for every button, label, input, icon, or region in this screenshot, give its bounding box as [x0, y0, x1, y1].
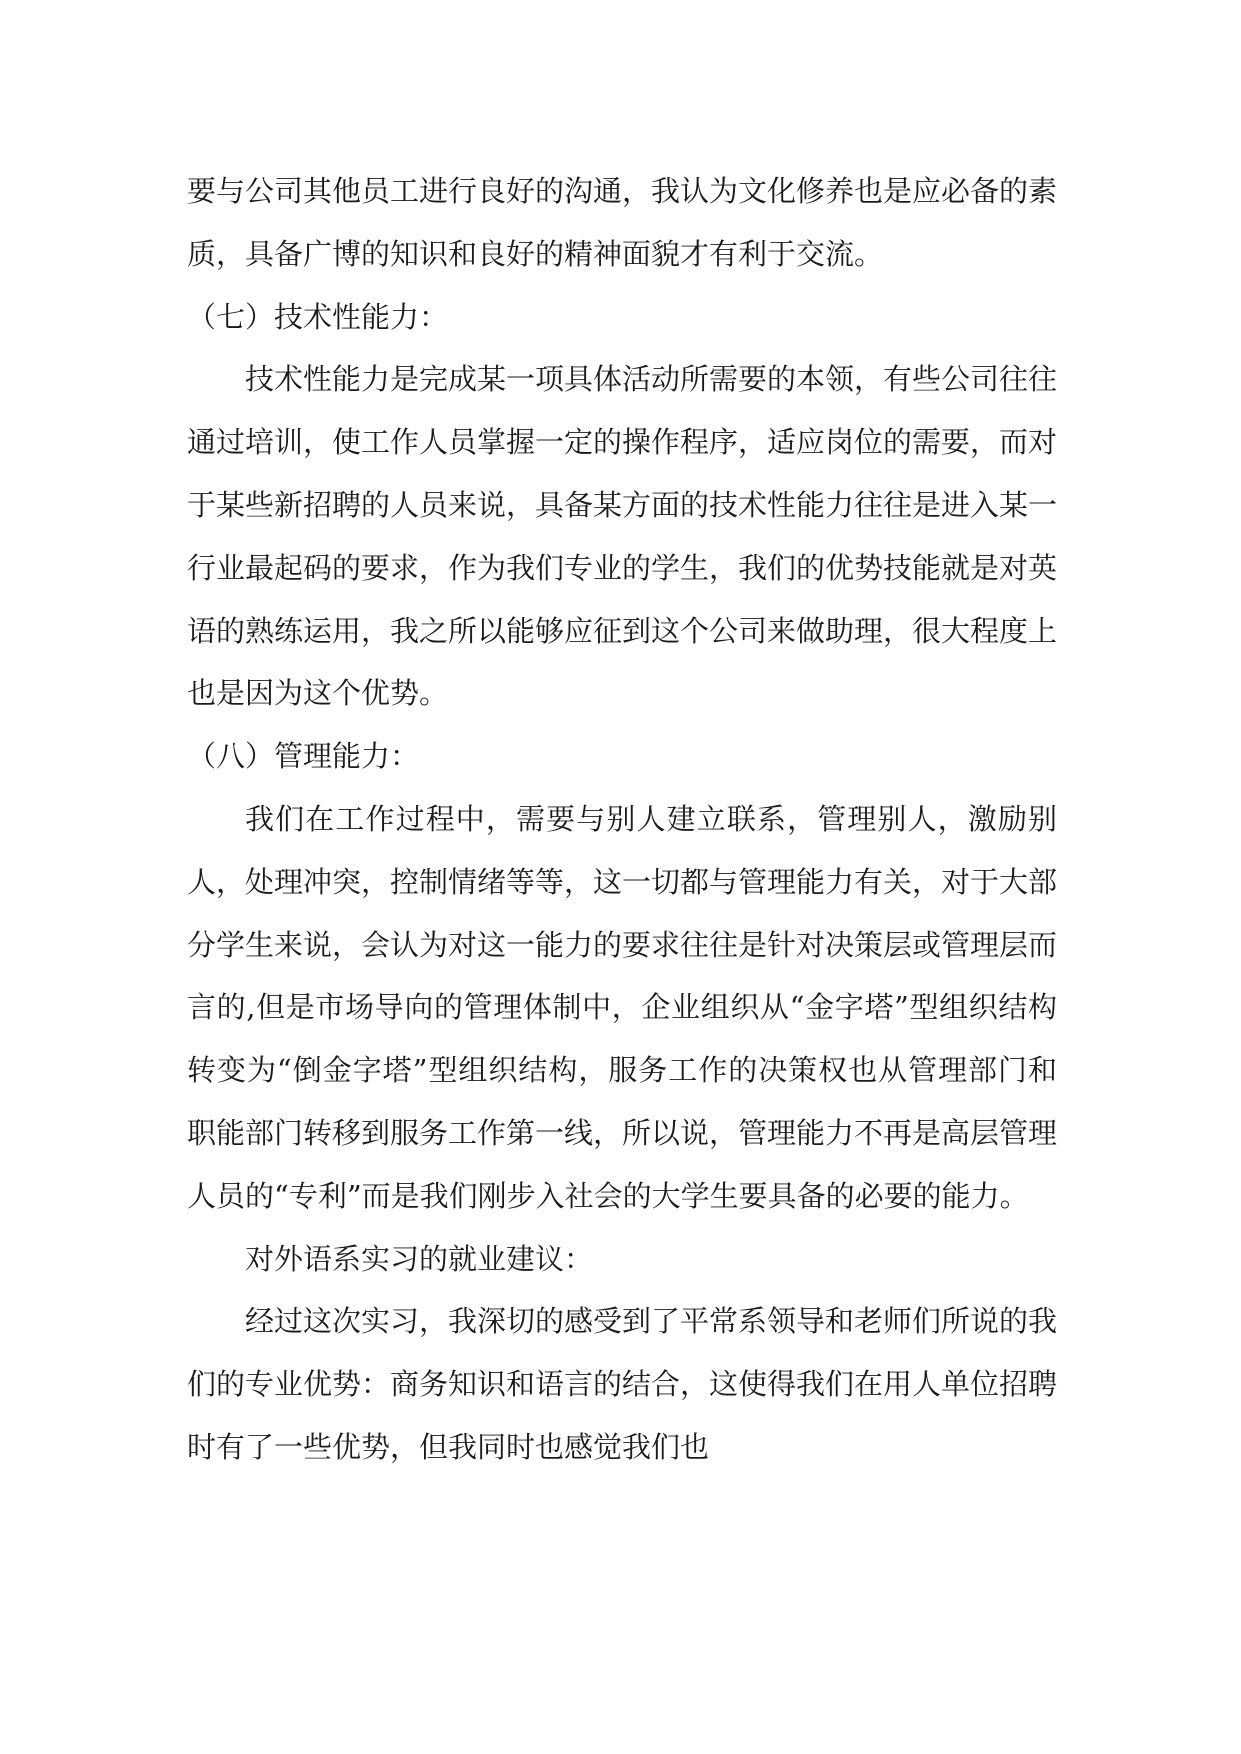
section-heading-management-ability: （八）管理能力： [187, 739, 420, 774]
paragraph-management-ability: 我们在工作过程中，需要与别人建立联系，管理别人，激励别人，处理冲突，控制情绪等等，这一切都与管理能力有关，对于大部分学生来说，会认为对这一能力的要求往往是针对决策层或管理层而言的,但是市场导向的管理体制中，企业组织从“金字塔”型组织结构转变为“倒金字塔”型组织结构，服务工作的决策权也从管理部门和职能部门转移到服务工作第一线，所以说，管理能力不再是高层管理人员的“专利”而是我们刚步入社会的大学生要具备的必要的能力。 [187, 801, 1058, 1213]
paragraph-internship-reflection: 经过这次实习，我深切的感受到了平常系领导和老师们所说的我们的专业优势：商务知识和语言的结合，这使得我们在用人单位招聘时有了一些优势，但我同时也感觉我们也 [187, 1304, 1058, 1464]
paragraph-communication-continued: 要与公司其他员工进行良好的沟通，我认为文化修养也是应必备的素质，具备广博的知识和良好的精神面貌才有利于交流。 [187, 174, 1058, 271]
paragraph-technical-ability: 技术性能力是完成某一项具体活动所需要的本领，有些公司往往通过培训，使工作人员掌握一定的操作程序，适应岗位的需要，而对于某些新招聘的人员来说，具备某方面的技术性能力往往是进入某一行业最起码的要求，作为我们专业的学生，我们的优势技能就是对英语的熟练运用，我之所以能够应征到这个公司来做助理，很大程度上也是因为这个优势。 [187, 362, 1058, 711]
section-heading-technical-ability: （七）技术性能力： [187, 299, 449, 334]
paragraph-employment-advice-heading: 对外语系实习的就业建议： [245, 1241, 594, 1276]
document-body [187, 160, 1057, 1479]
